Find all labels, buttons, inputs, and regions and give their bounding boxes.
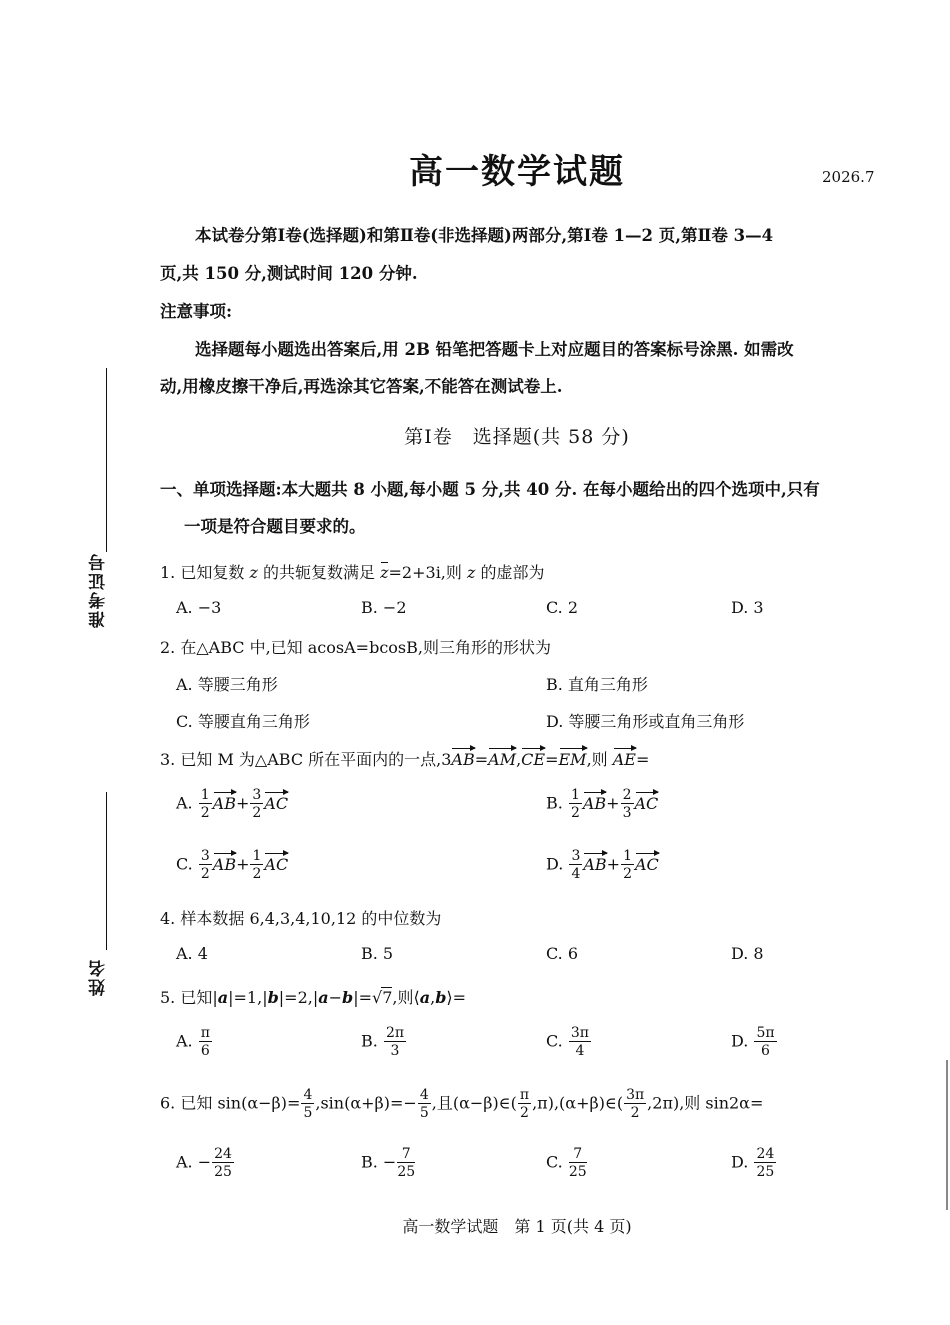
q2-option-b: B. 直角三角形 xyxy=(546,675,648,694)
q2-option-c: C. 等腰直角三角形 xyxy=(176,712,310,731)
q6-option-c: C. $\frac{7}{25}$ xyxy=(546,1146,587,1180)
q6-option-d: D. $\frac{24}{25}$ xyxy=(731,1146,775,1180)
q3-option-b: B. $\frac{1}{2}$ AB+ $\frac{2}{3}$ AC xyxy=(546,787,659,821)
question-5: 5. 已知|a|=1,|b|=2,|a−b|=√7,则⟨a,b⟩= xyxy=(160,988,467,1007)
q5-option-b: B. $\frac{2\pi}{3}$ xyxy=(361,1025,405,1059)
exam-date: 2026.7 xyxy=(822,168,875,186)
q5-option-d: D. $\frac{5\pi}{6}$ xyxy=(731,1025,775,1059)
question-2: 2. 在△ABC 中,已知 acosA=bcosB,则三角形的形状为 xyxy=(160,638,551,657)
question-3: 3. 已知 M 为△ABC 所在平面内的一点,3AB=AM,CE=EM,则 AE= xyxy=(160,750,650,769)
notes-line-1: 选择题每小题选出答案后,用 2B 铅笔把答题卡上对应题目的答案标号涂黑. 如需改 xyxy=(195,340,794,359)
question-4: 4. 样本数据 6,4,3,4,10,12 的中位数为 xyxy=(160,909,442,928)
q3-option-d: D. $\frac{3}{4}$ AB+ $\frac{1}{2}$ AC xyxy=(546,848,659,882)
part1-instructions-1: 一、单项选择题:本大题共 8 小题,每小题 5 分,共 40 分. 在每小题给出的四个选项中,只有 xyxy=(160,480,820,499)
q4-option-c: C. 6 xyxy=(546,944,579,963)
q1-option-d: D. 3 xyxy=(731,598,764,617)
exam-id-label: 准考证号 xyxy=(89,552,109,628)
section-title: 第Ⅰ卷 选择题(共 58 分) xyxy=(404,426,630,448)
q4-option-b: B. 5 xyxy=(361,944,394,963)
q4-option-a: A. 4 xyxy=(176,944,208,963)
q5-option-a: A. $\frac{\pi}{6}$ xyxy=(176,1025,210,1059)
part1-instructions-2: 一项是符合题目要求的。 xyxy=(184,517,366,536)
q1-option-b: B. −2 xyxy=(361,598,407,617)
q5-option-c: C. $\frac{3\pi}{4}$ xyxy=(546,1025,589,1059)
page-edge xyxy=(946,1060,948,1210)
intro-line-2: 页,共 150 分,测试时间 120 分钟. xyxy=(160,264,418,283)
notes-heading: 注意事项: xyxy=(160,302,233,321)
q6-option-a: A. − $\frac{24}{25}$ xyxy=(176,1146,232,1180)
name-label: 姓名 xyxy=(89,958,109,996)
q6-option-b: B. − $\frac{7}{25}$ xyxy=(361,1146,416,1180)
q3-option-c: C. $\frac{3}{2}$ AB+ $\frac{1}{2}$ AC xyxy=(176,848,289,882)
q2-option-d: D. 等腰三角形或直角三角形 xyxy=(546,712,745,731)
page-title: 高一数学试题 xyxy=(409,152,625,192)
q2-option-a: A. 等腰三角形 xyxy=(176,675,278,694)
question-6: 6. 已知 sin(α−β)= $\frac{4}{5}$ ,sin(α+β)=− $\frac{4}{5}$ ,且(α−β)∈( $\frac{\pi}{2}$ ,π),(α+β)∈( $\frac{3\pi}{2}$ ,2π),则 sin2α= xyxy=(160,1087,764,1121)
q1-option-c: C. 2 xyxy=(546,598,579,617)
notes-line-2: 动,用橡皮擦干净后,再选涂其它答案,不能答在测试卷上. xyxy=(160,377,563,396)
exam-id-line xyxy=(106,368,107,552)
q3-option-a: A. $\frac{1}{2}$ AB+ $\frac{3}{2}$ AC xyxy=(176,787,289,821)
q1-option-a: A. −3 xyxy=(176,598,222,617)
question-1: 1. 已知复数 z 的共轭复数满足 z=2+3i,则 z 的虚部为 xyxy=(160,563,545,582)
intro-line-1: 本试卷分第Ⅰ卷(选择题)和第Ⅱ卷(非选择题)两部分,第Ⅰ卷 1—2 页,第Ⅱ卷 3—4 xyxy=(195,226,774,245)
page-footer: 高一数学试题 第 1 页(共 4 页) xyxy=(402,1217,632,1236)
name-line xyxy=(106,792,107,950)
q4-option-d: D. 8 xyxy=(731,944,764,963)
